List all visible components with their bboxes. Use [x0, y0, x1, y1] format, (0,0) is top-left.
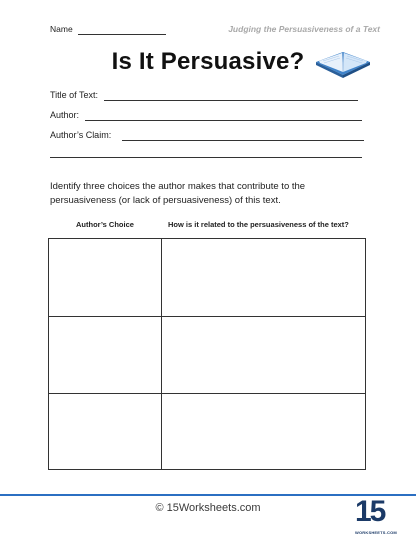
claim-continuation-line[interactable] [50, 157, 362, 158]
instructions: Identify three choices the author makes that contribute to the persuasiveness (or lack of persuasiveness) of this text. [50, 181, 306, 206]
table-column-divider [161, 239, 162, 469]
logo-number: 15 [355, 495, 385, 528]
15worksheets-logo [355, 495, 397, 539]
name-row [50, 24, 380, 38]
title-of-text-label: Title of Text: [50, 90, 99, 100]
author-field [50, 110, 362, 124]
column-header-persuasiveness: How is it related to the persuasiveness of the text? [168, 220, 349, 229]
authors-claim-field [50, 130, 364, 144]
footer-accent-bar [0, 494, 416, 496]
logo-word: WORKSHEETS.COM [355, 530, 397, 535]
response-table [48, 238, 366, 470]
table-row-divider [49, 393, 365, 394]
author-label: Author: [50, 110, 80, 120]
column-header-authors-choice: Author’s Choice [76, 220, 134, 229]
name-label: Name [50, 24, 73, 34]
worksheet-subtitle: Judging the Persuasiveness of a Text [228, 24, 380, 34]
authors-claim-label: Author’s Claim: [50, 130, 112, 140]
title-of-text-field [50, 90, 362, 104]
footer-copyright: © 15Worksheets.com [155, 502, 261, 514]
worksheet-title: Is It Persuasive? [111, 48, 305, 75]
title-of-text-line[interactable] [104, 100, 358, 101]
authors-claim-line[interactable] [122, 140, 364, 141]
table-row-divider [49, 316, 365, 317]
author-line[interactable] [85, 120, 362, 121]
open-book-icon [312, 48, 374, 82]
name-line [78, 34, 166, 35]
